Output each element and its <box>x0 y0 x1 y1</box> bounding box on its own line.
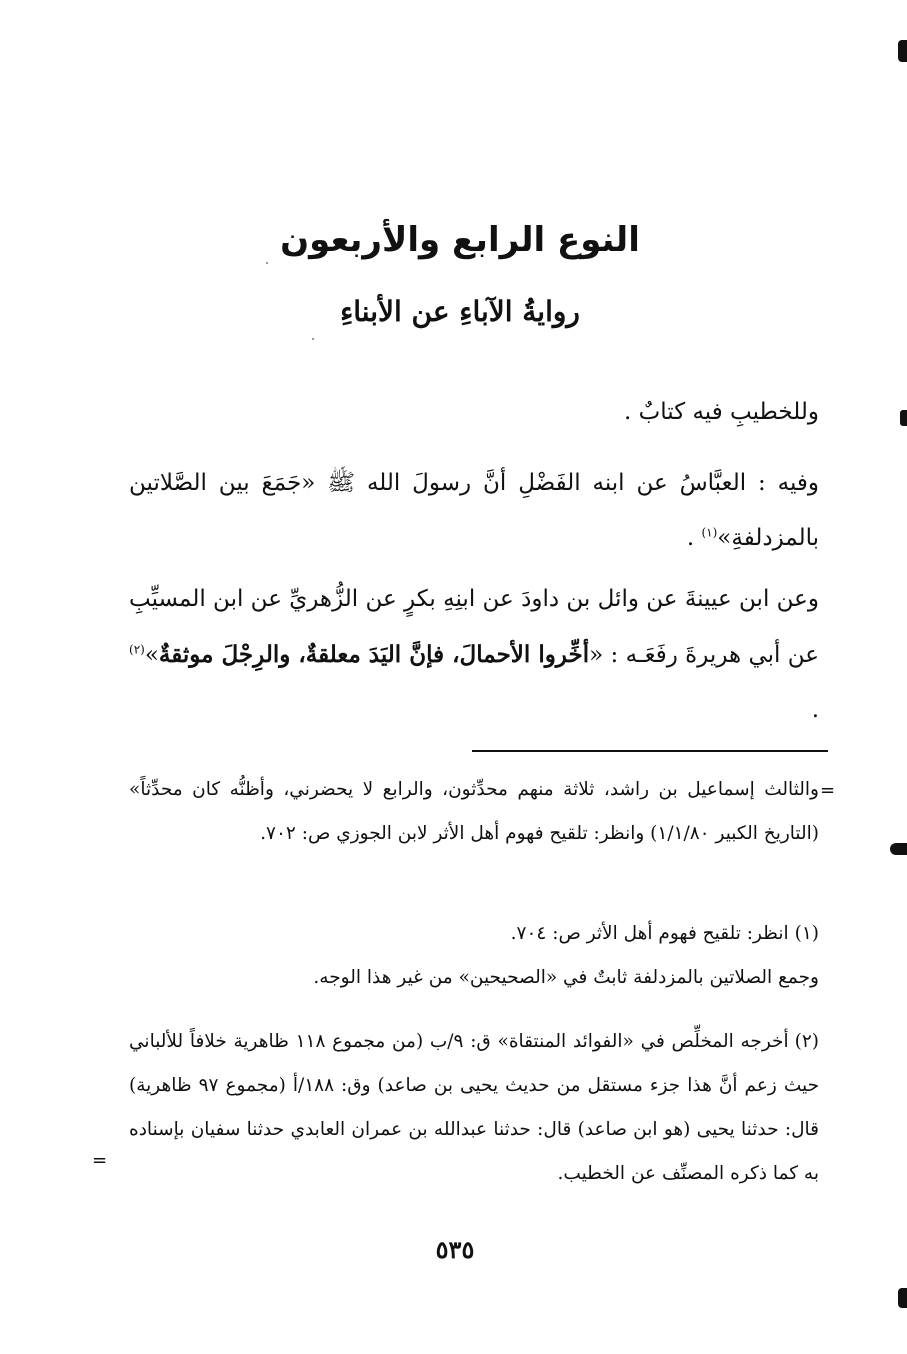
paragraph-end: . <box>686 525 702 551</box>
margin-mark <box>890 843 907 855</box>
paragraph-khatib-book <box>129 385 819 440</box>
footnote-text: والثالث إسماعيل بن راشد، ثلاثة منهم محدِّثون، والرابع لا يحضرني، وأظنُّه كان محدِّثاً» (التاريخ الكبير ١/١/٨٠) وانظر: تلقيح فهوم أهل الأثر لابن الجوزي ص: ٧٠٢. <box>129 779 819 844</box>
footnote-2 <box>129 1020 819 1196</box>
chapter-title: النوع الرابع والأربعون <box>280 220 640 260</box>
footnote-ref-1[interactable]: (١) <box>701 525 718 540</box>
footnote-1 <box>129 912 819 1000</box>
paragraph-text: وللخطيبِ فيه كتابٌ . <box>623 399 819 425</box>
margin-mark <box>900 410 907 426</box>
footnote-number: (١) <box>794 923 819 944</box>
scan-speck <box>312 338 314 340</box>
hadith-quote-bold: أخِّروا الأحمالَ، فإنَّ اليَدَ معلقةٌ، والرِجْلَ موثقةٌ <box>158 641 590 668</box>
paragraph-end: . <box>811 697 819 723</box>
continuation-marker: = <box>820 780 836 801</box>
quote-close: » <box>144 642 159 668</box>
footnote-continuation <box>129 768 819 856</box>
margin-mark <box>898 40 907 62</box>
paragraph-abbas-hadith <box>129 456 819 566</box>
footnote-number: (٢) <box>794 1031 819 1052</box>
footnote-text: انظر: تلقيح فهوم أهل الأثر ص: ٧٠٤. <box>510 923 789 944</box>
margin-mark <box>898 1288 907 1308</box>
chapter-subtitle: روايةُ الآباءِ عن الأبناءِ <box>340 295 580 328</box>
footnote-text: وجمع الصلاتين بالمزدلفة ثابتٌ في «الصحيحين» من غير هذا الوجه. <box>313 967 819 988</box>
paragraph-text: وعن ابن عيينةَ عن وائل بن داودَ عن ابنِهِ بكرٍ عن الزُّهريِّ عن ابن المسيِّبِ عن أبي هريرةَ رفَعَـه : « <box>129 586 819 668</box>
footnote-text: أخرجه المخلِّص في «الفوائد المنتقاة» ق: ٩/ب (من مجموع ١١٨ ظاهرية خلافاً للألباني حيث زعم أنَّ هذا جزء مستقل من حديث يحيى بن صاعد) وق: ١٨٨/أ (مجموع ٩٧ ظاهرية) قال: حدثنا يحيى (هو ابن صاعد) قال: حدثنا عبدالله بن عمران العابدي حدثنا سفيان بإسناده به كما ذكره المصنِّف عن الخطيب. <box>129 1031 820 1184</box>
page-number: ٥٣٥ <box>435 1235 475 1264</box>
footnote-ref-2[interactable]: (٢) <box>129 642 145 657</box>
continuation-marker: = <box>92 1150 108 1171</box>
paragraph-text: وفيه : العبَّاسُ عن ابنه الفَضْلِ أنَّ رسولَ الله ﷺ «جَمَعَ بين الصَّلاتين بالمزدلفةِ» <box>129 470 819 551</box>
footnote-separator <box>472 750 828 752</box>
paragraph-abu-hurayra-hadith <box>129 572 819 738</box>
